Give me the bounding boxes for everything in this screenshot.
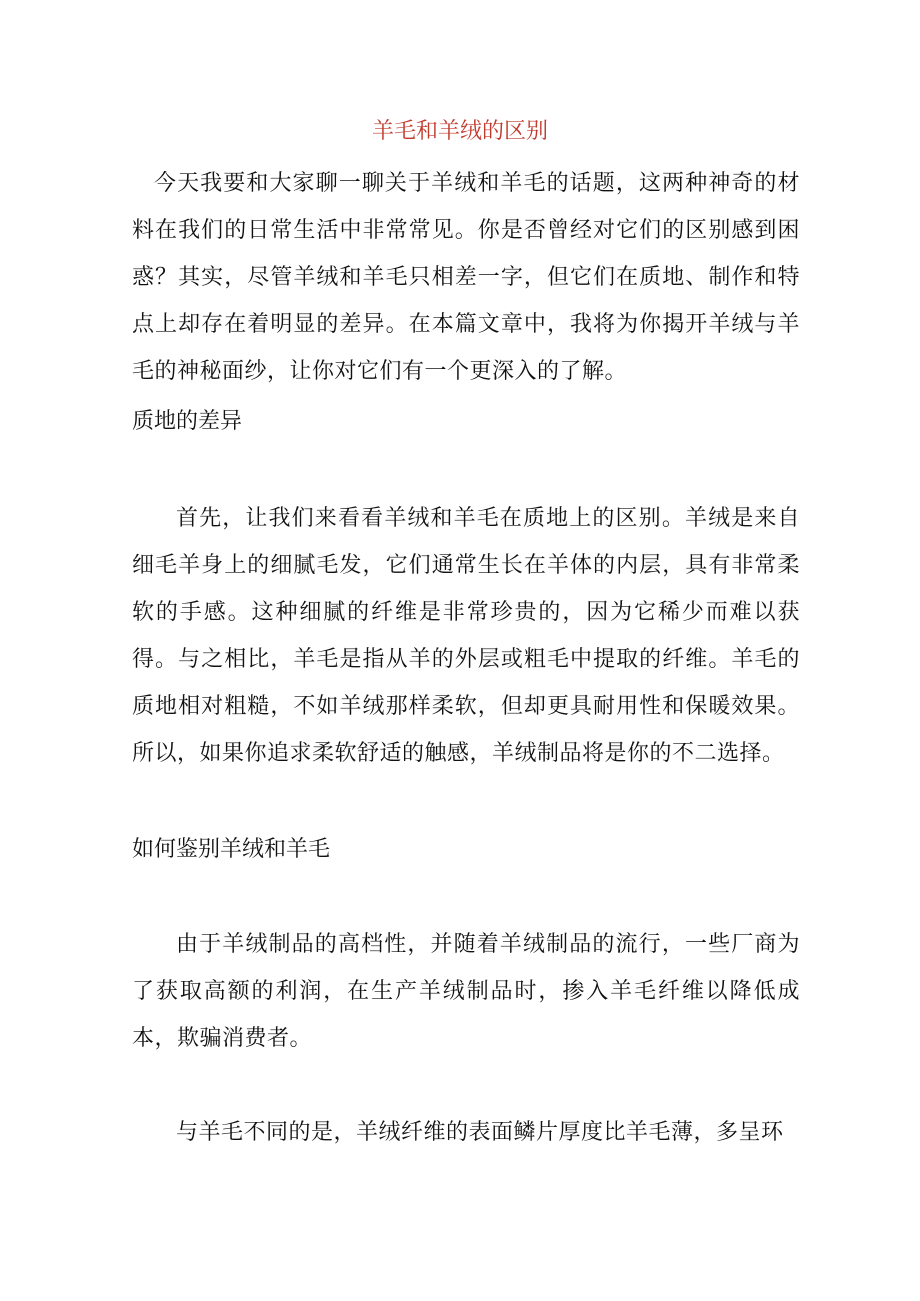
page-title: 羊毛和羊绒的区别 — [371, 119, 548, 144]
intro-paragraph: 今天我要和大家聊一聊关于羊绒和羊毛的话题，这两种神奇的材料在我们的日常生活中非常常见。你是否曾经对它们的区别感到困惑？其实，尽管羊绒和羊毛只相差一字，但它们在质地、制作和特点上却存在着明显的差异。在本篇文章中，我将为你揭开羊绒与羊毛的神秘面纱，让你对它们有一个更深入的了解。 — [132, 171, 800, 384]
identify-paragraph-1: 由于羊绒制品的高档性，并随着羊绒制品的流行，一些厂商为了获取高额的利润，在生产羊绒制品时，掺入羊毛纤维以降低成本，欺骗消费者。 — [132, 932, 800, 1051]
texture-paragraph: 首先，让我们来看看羊绒和羊毛在质地上的区别。羊绒是来自细毛羊身上的细腻毛发，它们通常生长在羊体的内层，具有非常柔软的手感。这种细腻的纤维是非常珍贵的，因为它稀少而难以获得。与之相比，羊毛是指从羊的外层或粗毛中提取的纤维。羊毛的质地相对粗糙，不如羊绒那样柔软，但却更具耐用性和保暖效果。所以，如果你追求柔软舒适的触感，羊绒制品将是你的不二选择。 — [132, 506, 800, 766]
identify-paragraph-2: 与羊毛不同的是，羊绒纤维的表面鳞片厚度比羊毛薄，多呈环 — [176, 1120, 784, 1145]
section-heading-identify: 如何鉴别羊绒和羊毛 — [132, 837, 331, 862]
section-heading-texture: 质地的差异 — [132, 409, 243, 434]
